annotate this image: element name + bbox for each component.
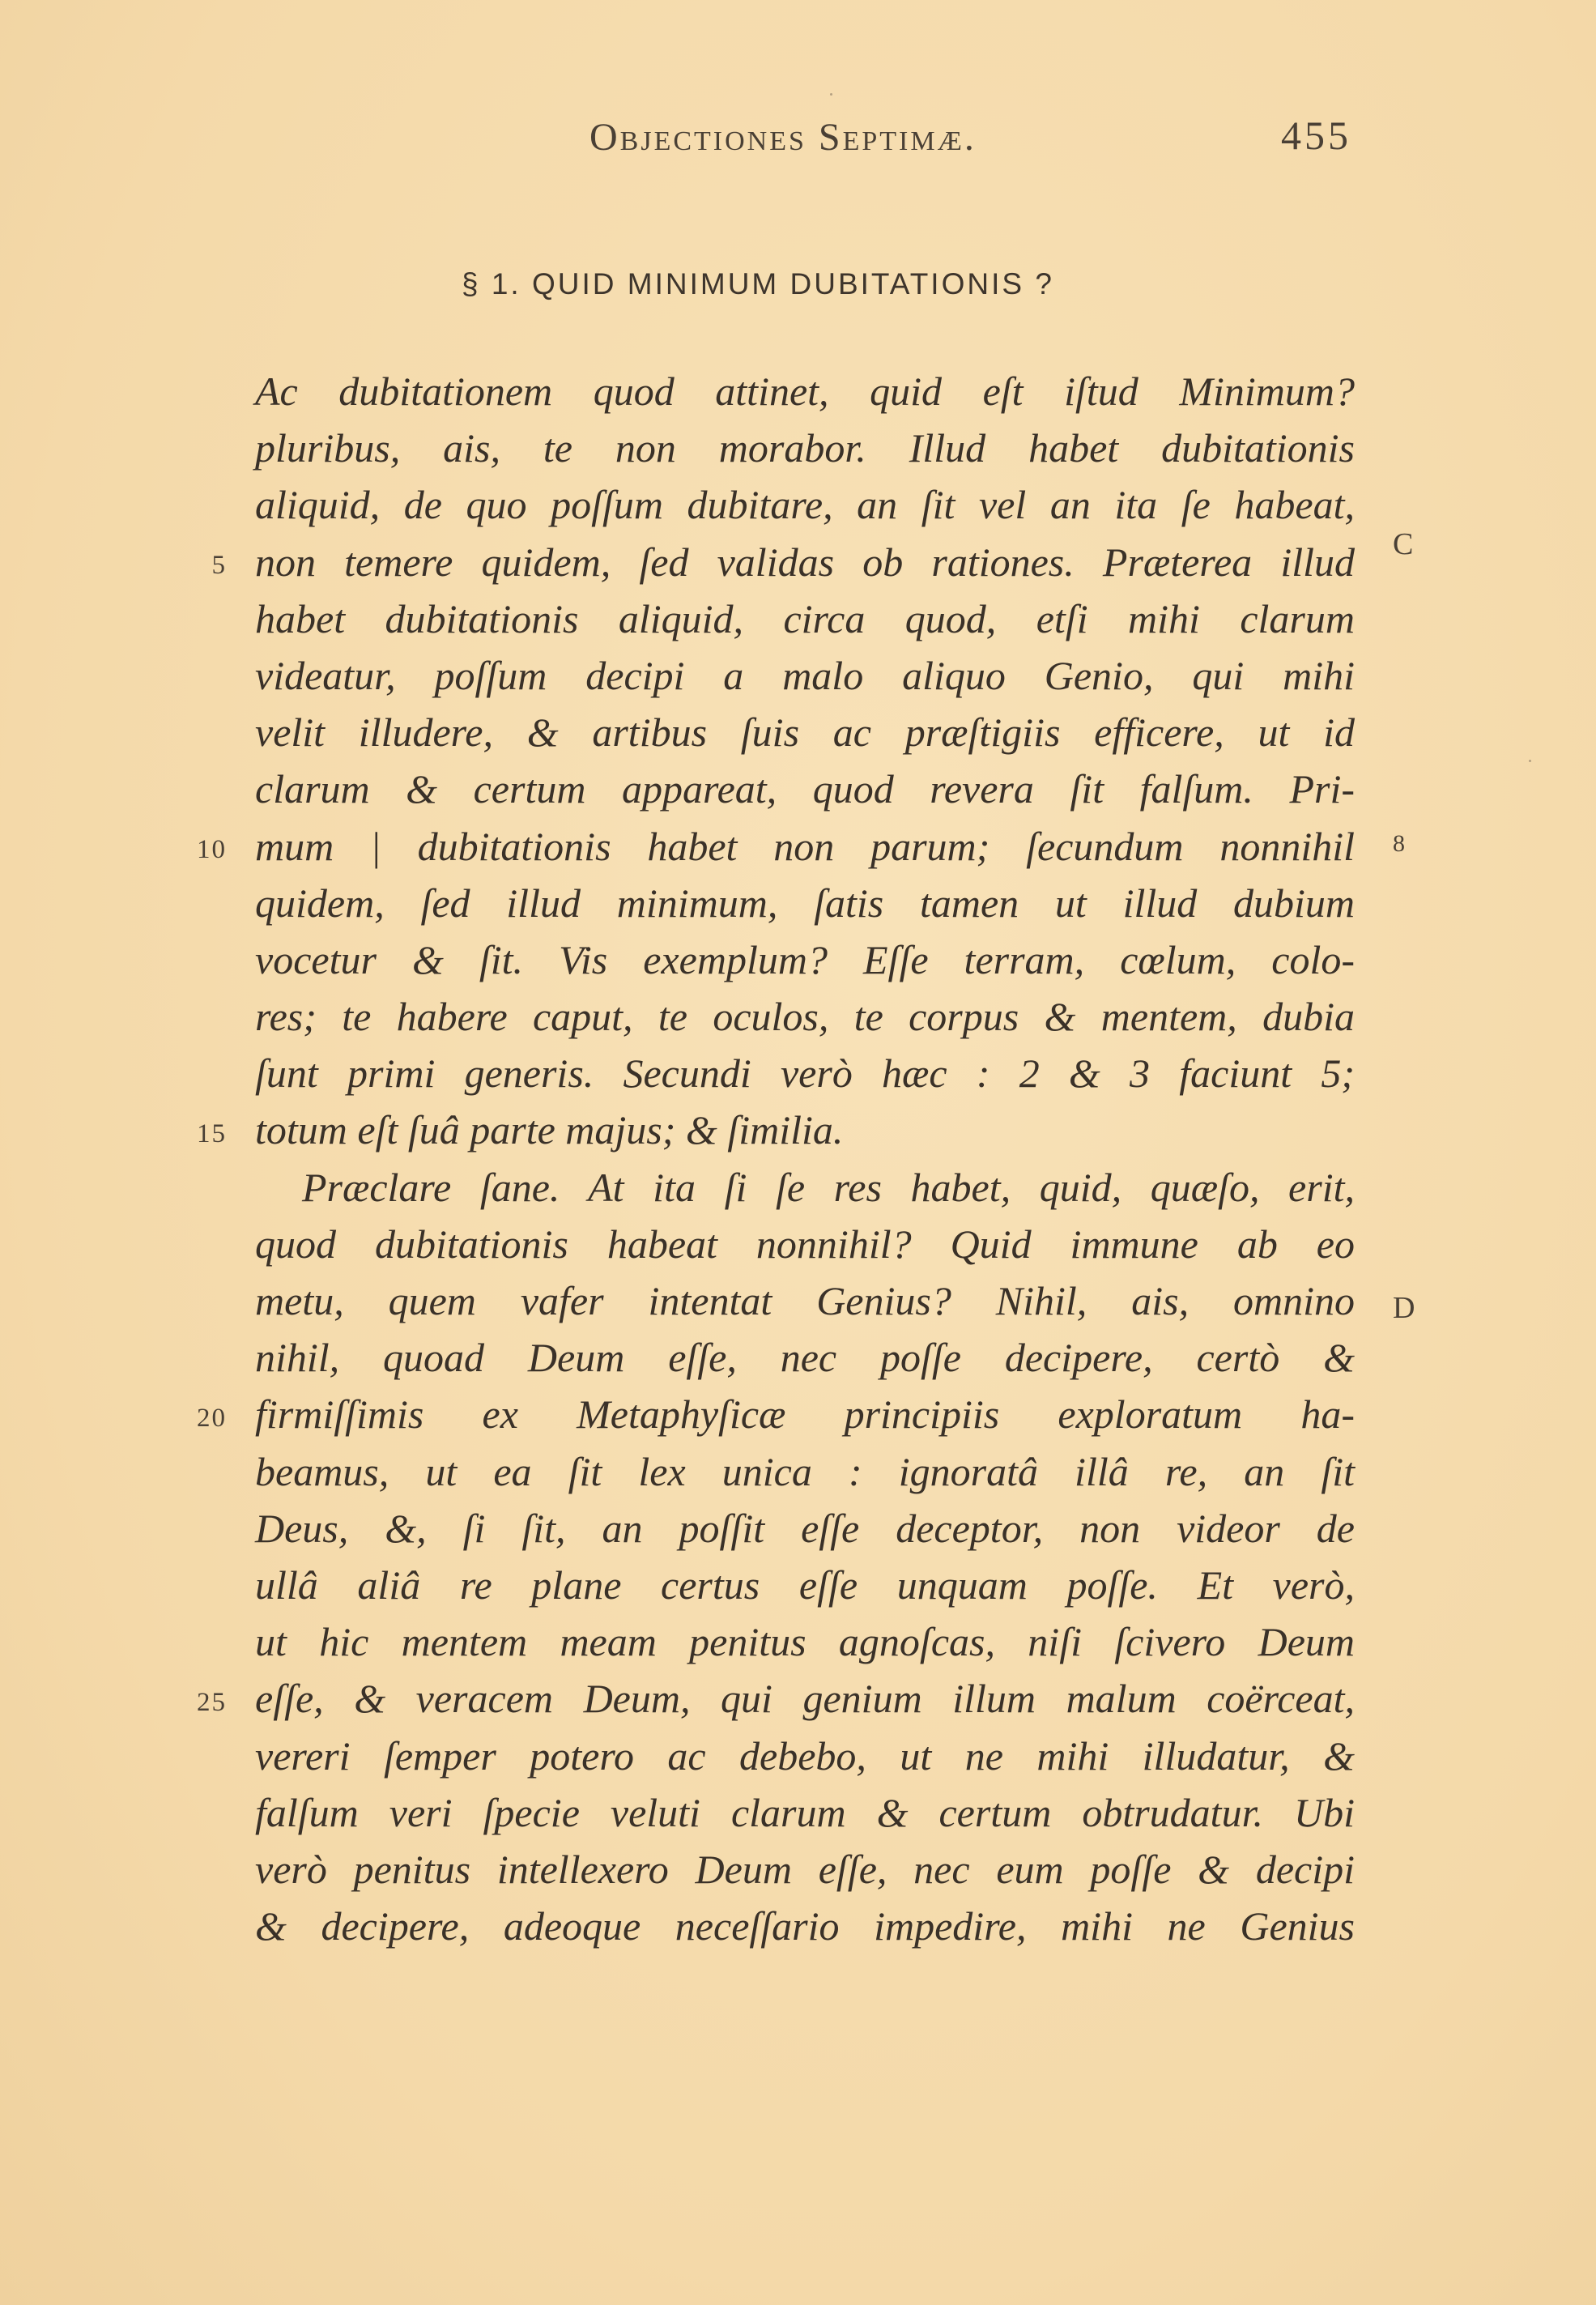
text-line: clarum & certum appareat, quod revera ſit falſum. Pri- <box>255 766 1355 812</box>
line-number: 15 <box>197 1119 227 1148</box>
text-line: nihil, quoad Deum eſſe, nec poſſe decipere, certò & <box>255 1335 1355 1381</box>
text-line: & decipere, adeoque neceſſario impedire, mihi ne Genius <box>255 1903 1355 1949</box>
text-line: quod dubitationis habeat nonnihil? Quid immune ab eo <box>255 1221 1355 1267</box>
text-line: falſum veri ſpecie veluti clarum & certum obtrudatur. Ubi <box>255 1789 1355 1835</box>
text-line: velit illudere, & artibus ſuis ac præſtigiis efficere, ut id <box>255 709 1355 756</box>
text-line: habet dubitationis aliquid, circa quod, etſi mihi clarum <box>255 595 1355 641</box>
text-line: firmiſſimis ex Metaphyſicæ principiis exploratum ha- <box>255 1391 1355 1438</box>
paper-speck <box>1529 760 1531 762</box>
section-heading: § 1. QUID MINIMUM DUBITATIONIS ? <box>462 267 1054 300</box>
line-number: 5 <box>211 551 227 580</box>
text-line: beamus, ut ea ſit lex unica : ignoratâ illâ re, an ſit <box>255 1448 1355 1494</box>
line-number: 25 <box>197 1688 227 1717</box>
margin-note: D <box>1393 1291 1415 1325</box>
text-line: vocetur & ſit. Vis exemplum? Eſſe terram, cœlum, colo- <box>255 936 1355 982</box>
text-line: vereri ſemper potero ac debebo, ut ne mihi illudatur, & <box>255 1732 1355 1779</box>
text-line: Deus, &, ſi ſit, an poſſit eſſe deceptor, non videor de <box>255 1505 1355 1551</box>
text-line: videatur, poſſum decipi a malo aliquo Genio, qui mihi <box>255 652 1355 698</box>
text-line: Ac dubitationem quod attinet, quid eſt iſtud Minimum? <box>255 369 1355 414</box>
text-line: Præclare ſane. At ita ſi ſe res habet, quid, quæſo, erit, <box>302 1164 1355 1210</box>
text-line: totum eſt ſuâ parte majus; & ſimilia. <box>255 1107 844 1153</box>
text-line: verò penitus intellexero Deum eſſe, nec eum poſſe & decipi <box>255 1846 1355 1892</box>
line-number: 20 <box>197 1404 227 1433</box>
margin-note: C <box>1393 527 1414 561</box>
text-line: non temere quidem, ſed validas ob rationes. Præterea illud <box>255 539 1355 585</box>
body-text <box>255 363 1355 1954</box>
margin-note: 8 <box>1393 830 1405 857</box>
text-line: quidem, ſed illud minimum, ſatis tamen ut illud dubium <box>255 880 1355 926</box>
page-number: 455 <box>1281 113 1351 158</box>
text-line: ut hic mentem meam penitus agnoſcas, niſi ſcivero Deum <box>255 1619 1355 1665</box>
paper-speck <box>830 93 832 96</box>
text-line: mum | dubitationis habet non parum; ſecundum nonnihil <box>255 823 1355 869</box>
text-line: ſunt primi generis. Secundi verò hæc : 2 & 3 faciunt 5; <box>255 1050 1355 1097</box>
text-line: res; te habere caput, te oculos, te corpus & mentem, dubia <box>255 994 1355 1040</box>
text-line: metu, quem vafer intentat Genius? Nihil, ais, omnino <box>255 1278 1355 1323</box>
line-number: 10 <box>197 835 227 864</box>
running-title: Objectiones Septimæ. <box>589 116 977 159</box>
text-line: ullâ aliâ re plane certus eſſe unquam poſſe. Et verò, <box>255 1562 1355 1608</box>
text-line: eſſe, & veracem Deum, qui genium illum malum coërceat, <box>255 1676 1355 1722</box>
text-line: pluribus, ais, te non morabor. Illud habet dubitationis <box>255 425 1355 471</box>
text-line: aliquid, de quo poſſum dubitare, an ſit vel an ita ſe habeat, <box>255 482 1355 528</box>
